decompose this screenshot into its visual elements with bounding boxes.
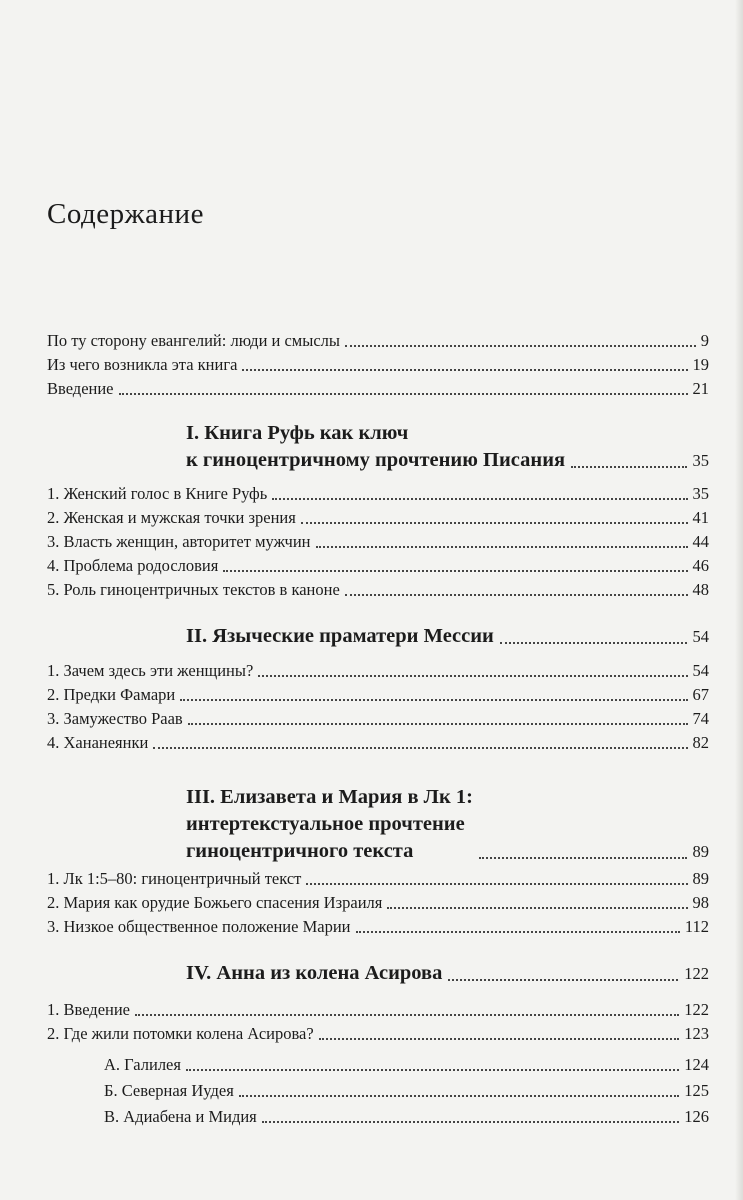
toc-entry [47,1024,709,1044]
dot-leader [239,1095,679,1097]
toc-entry-label: 1. Зачем здесь эти женщины? [47,661,254,680]
chapter-title: III. Елизавета и Мария в Лк 1: интертекстуальное прочтение гиноцентричного текста [186,786,473,862]
toc-entry-page: 54 [692,661,709,680]
toc-entry-label: 3. Низкое общественное положение Марии [47,917,351,936]
toc-entry [47,331,709,351]
toc-entry [47,685,709,705]
toc-entry-page: 9 [700,331,709,350]
dot-leader [316,546,688,548]
toc-entry-label: 3. Власть женщин, авторитет мужчин [47,532,311,551]
toc-subentry [104,1081,709,1101]
dot-leader [306,883,687,885]
toc-entry-label: 2. Предки Фамари [47,685,176,704]
dot-leader [571,466,686,468]
chapter-page: 35 [692,451,709,470]
toc-entry-label: Из чего возникла эта книга [47,355,238,374]
toc-entry-label: 2. Женская и мужская точки зрения [47,508,296,527]
dot-leader [301,522,688,524]
toc-entry-label: 1. Введение [47,1000,131,1019]
chapter-heading [47,960,709,987]
toc-entry [47,580,709,600]
toc-entry [47,1000,709,1020]
dot-leader [345,345,696,347]
toc-entry-page: 41 [692,508,709,527]
chapter-title: I. Книга Руфь как ключ к гиноцентричному прочтению Писания [186,422,566,471]
toc-entry-label: 4. Проблема родословия [47,556,219,575]
dot-leader [180,699,687,701]
toc-entry-label: 4. Хананеянки [47,733,149,752]
toc-entry-page: 98 [692,893,709,912]
toc-entry-page: 19 [692,355,709,374]
chapter-page: 122 [684,964,709,983]
toc-entry [47,508,709,528]
toc-entry [47,556,709,576]
toc-entry-page: 67 [692,685,709,704]
chapter-title: II. Языческие праматери Мессии [186,625,494,647]
dot-leader [188,723,688,725]
toc-entry-label: 1. Женский голос в Книге Руфь [47,484,268,503]
toc-subentry [104,1107,709,1127]
toc-entry-page: 126 [684,1107,709,1126]
toc-entry-page: 48 [692,580,709,599]
toc-entry-label: В. Адиабена и Мидия [104,1107,257,1126]
toc-entry [47,661,709,681]
toc-entry-label: 2. Мария как орудие Божьего спасения Израиля [47,893,383,912]
toc-entry [47,484,709,504]
toc-entry-page: 124 [684,1055,709,1074]
dot-leader [262,1121,679,1123]
dot-leader [448,979,678,981]
toc-entry-label: Б. Северная Иудея [104,1081,234,1100]
dot-leader [500,642,687,644]
toc-entry-page: 21 [692,379,709,398]
toc-entry-page: 123 [684,1024,709,1043]
toc-entry-page: 44 [692,532,709,551]
toc-subentry [104,1055,709,1075]
chapter-page: 54 [692,627,709,646]
dot-leader [319,1038,680,1040]
toc-entry [47,355,709,375]
dot-leader [356,931,680,933]
page-edge [735,0,743,1200]
toc-entry-page: 125 [684,1081,709,1100]
toc-entry-label: 3. Замужество Раав [47,709,183,728]
dot-leader [345,594,688,596]
toc-entry-page: 89 [692,869,709,888]
toc-entry-page: 112 [684,917,709,936]
toc-entry [47,532,709,552]
chapter-page: 89 [692,842,709,861]
dot-leader [242,369,687,371]
toc-entry-page: 46 [692,556,709,575]
chapter-heading [47,420,709,474]
chapter-heading [47,623,709,650]
dot-leader [119,393,688,395]
toc-entry-label: 5. Роль гиноцентричных текстов в каноне [47,580,340,599]
toc-entry-label: Введение [47,379,114,398]
toc-title: Содержание [47,198,204,230]
dot-leader [272,498,687,500]
dot-leader [223,570,687,572]
toc-entry-label: 2. Где жили потомки колена Асирова? [47,1024,314,1043]
dot-leader [186,1069,679,1071]
toc-entry-page: 74 [692,709,709,728]
dot-leader [387,907,687,909]
toc-entry-label: 1. Лк 1:5–80: гиноцентричный текст [47,869,302,888]
chapter-heading [47,784,709,865]
toc-entry-label: По ту сторону евангелий: люди и смыслы [47,331,340,350]
toc-entry-label: А. Галилея [104,1055,181,1074]
toc-entry [47,379,709,399]
dot-leader [135,1014,679,1016]
toc-entry [47,869,709,889]
dot-leader [258,675,687,677]
toc-entry-page: 82 [692,733,709,752]
dot-leader [479,857,687,859]
dot-leader [153,747,687,749]
toc-entry [47,893,709,913]
chapter-title: IV. Анна из колена Асирова [186,962,443,984]
toc-entry [47,709,709,729]
toc-entry [47,733,709,753]
toc-entry-page: 122 [684,1000,709,1019]
toc-entry [47,917,709,937]
toc-entry-page: 35 [692,484,709,503]
